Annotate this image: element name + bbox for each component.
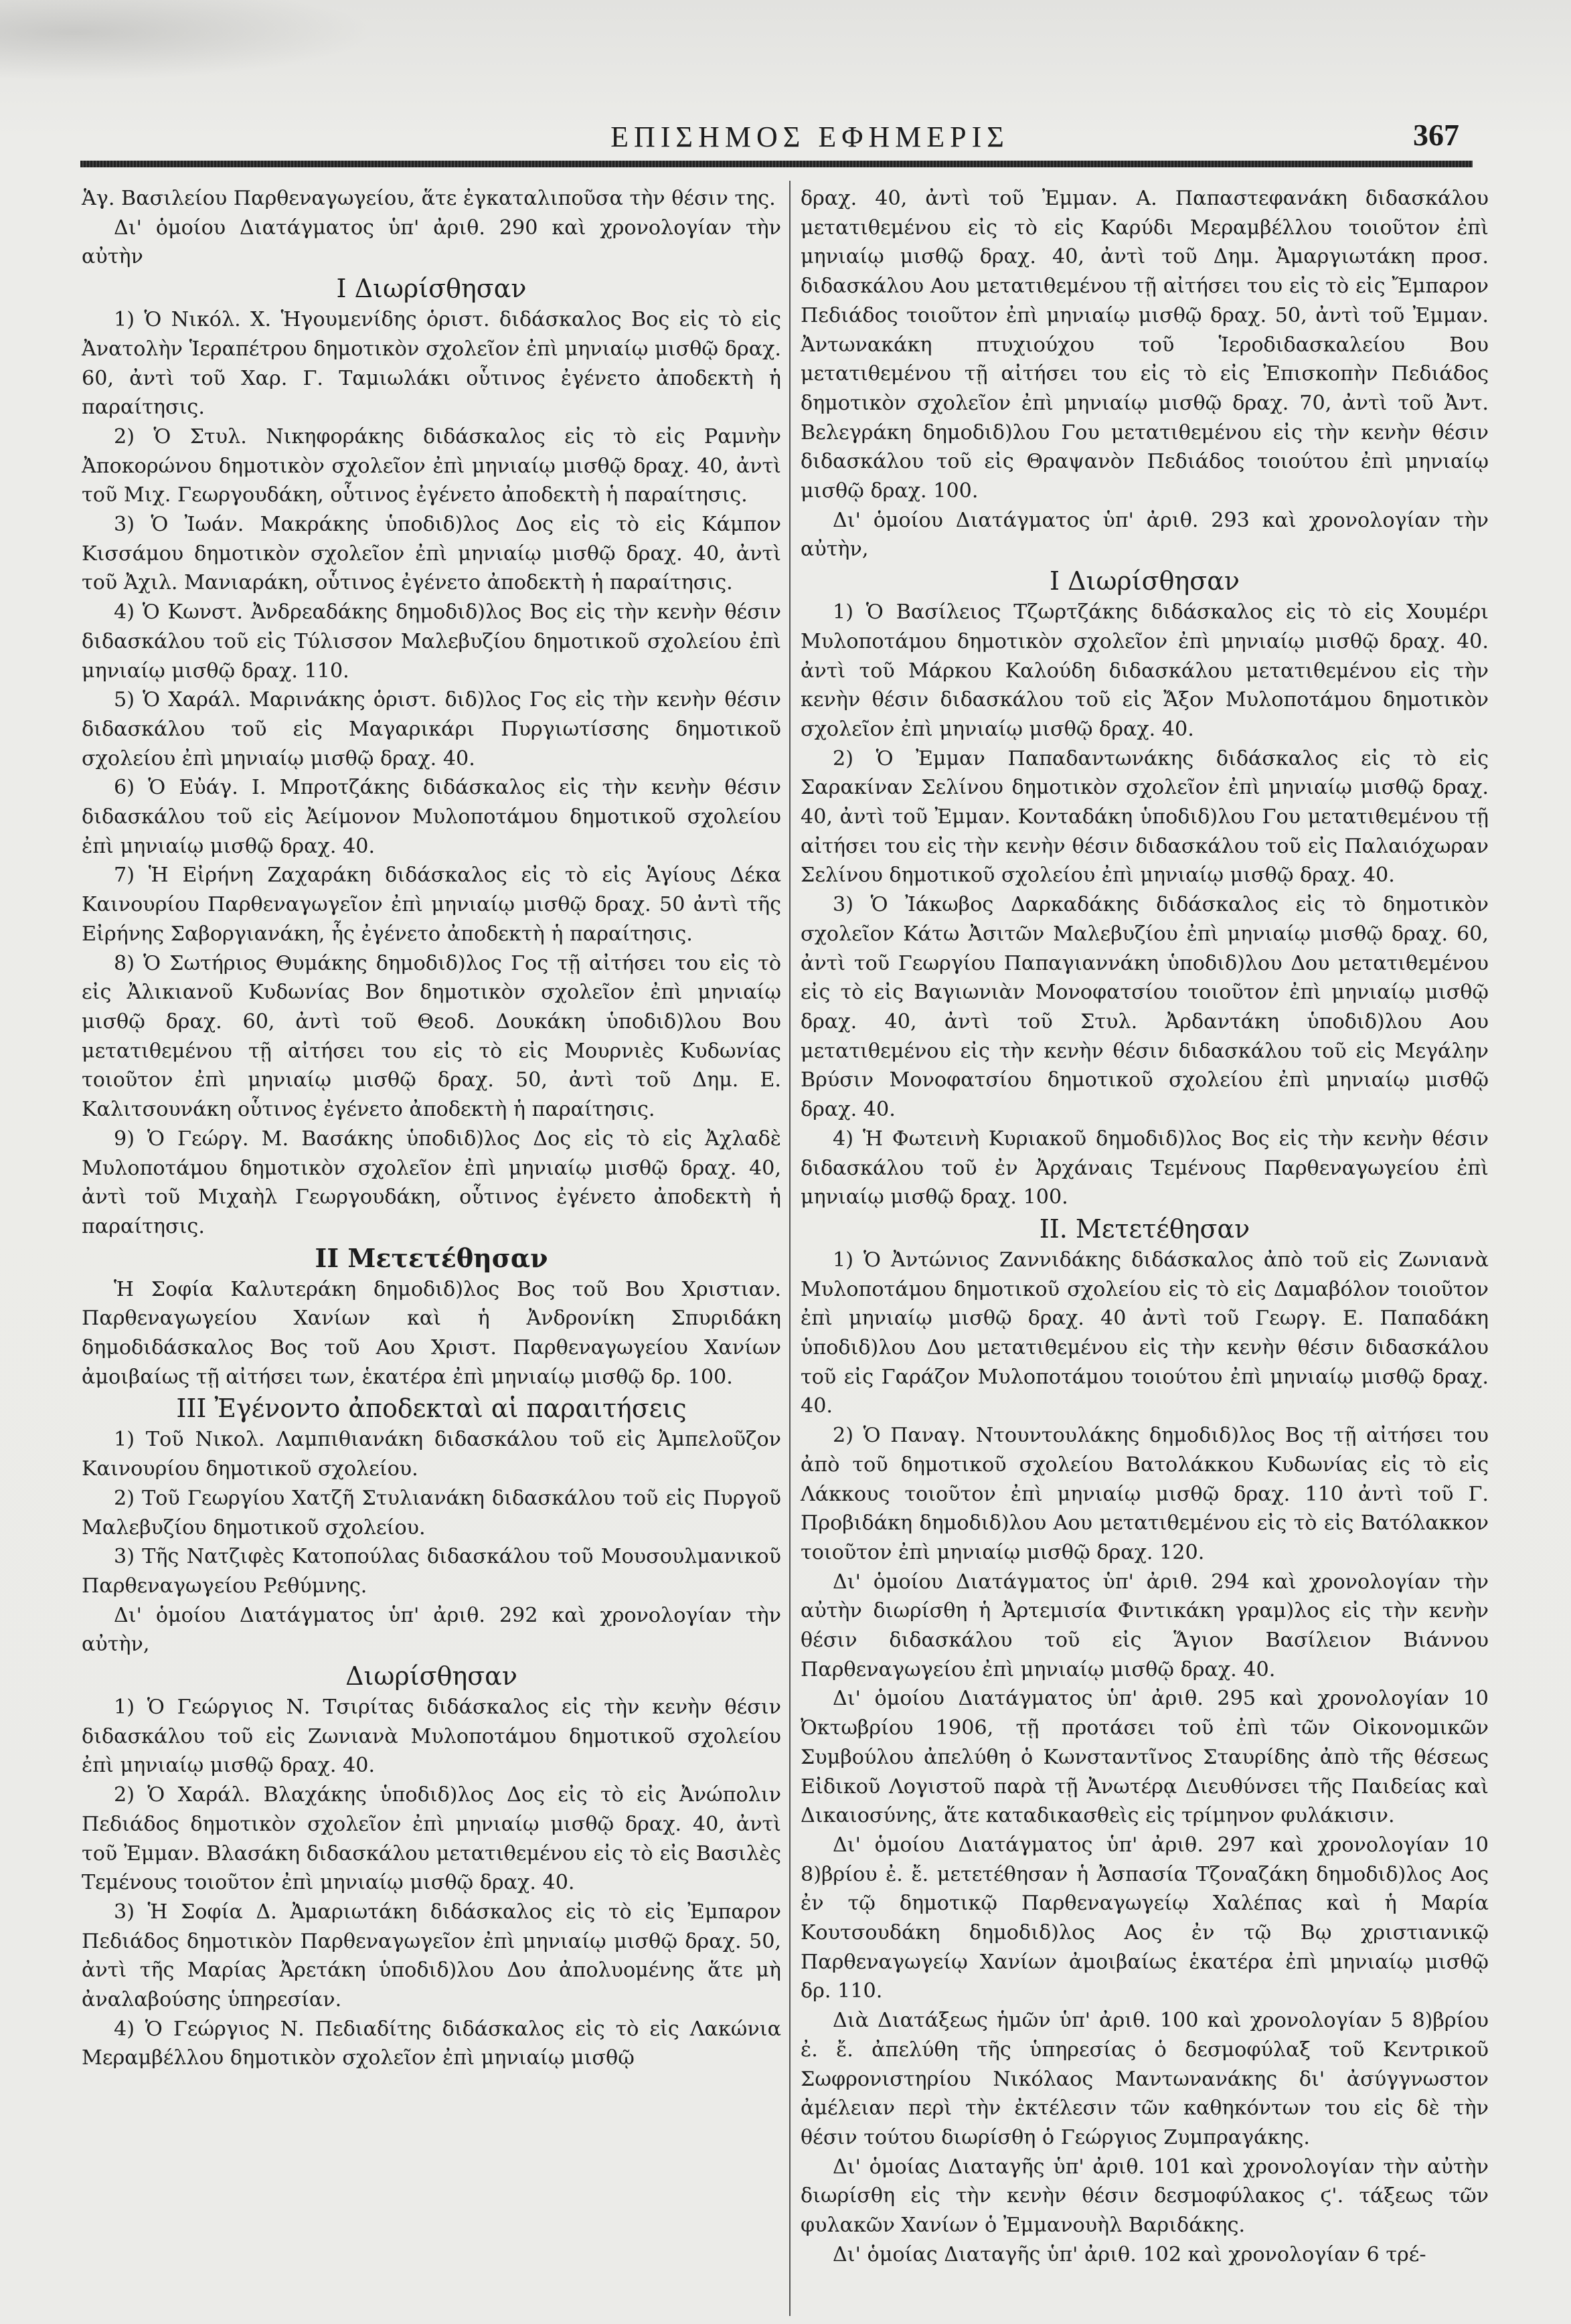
paragraph: Ἡ Σοφία Καλυτεράκη δημοδιδ)λος Βος τοῦ Βου Χριστιαν. Παρθεναγωγείου Χανίων καὶ ἡ Ἀνδρονίκη Σπυριδάκη δημοδιδάσκαλος Βος τοῦ Αου Χριστ. Παρθεναγωγείου Χανίων ἀμοιβαίως τῇ αἰτήσει των, ἑκατέρα ἐπὶ μηνιαίῳ μισθῷ δρ. 100.: [82, 1277, 781, 1389]
right-column: [801, 184, 1489, 2270]
paragraph: Δι' ὁμοίας Διαταγῆς ὑπ' ἀριθ. 101 καὶ χρονολογίαν τὴν αὐτὴν διωρίσθη εἰς τὴν κενὴν θέσιν δεσμοφύλακος ϛ'. τάξεως τῶν φυλακῶν Χανίων ὁ Ἐμμανουὴλ Βαριδάκης.: [801, 2155, 1489, 2238]
paragraph: 6) Ὁ Εὐάγ. Ι. Μπροτζάκης διδάσκαλος εἰς τὴν κενὴν θέσιν διδασκάλου τοῦ εἰς Ἀείμονον Μυλοποτάμου δημοτικοῦ σχολείου ἐπὶ μηνιαίῳ μισθῷ δραχ. 40.: [82, 776, 781, 858]
paragraph: 3) Ὁ Ἰωάν. Μακράκης ὑποδιδ)λος Δος εἰς τὸ εἰς Κάμπον Κισσάμου δημοτικὸν σχολεῖον ἐπὶ μηνιαίῳ μισθῷ δραχ. 40, ἀντὶ τοῦ Ἀχιλ. Μανιαράκη, οὗτινος ἐγένετο ἀποδεκτὴ ἡ παραίτησις.: [82, 513, 781, 595]
header-rule: [80, 161, 1473, 167]
section-heading: Ι Διωρίσθησαν: [1050, 566, 1240, 596]
section-heading: ΙΙ Μετετέθησαν: [315, 1242, 548, 1273]
paragraph: 2) Ὁ Παναγ. Ντουντουλάκης δημοδιδ)λος Βος τῇ αἰτήσει του ἀπὸ τοῦ δημοτικοῦ σχολείου Βατολάκκου Κυδωνίας εἰς τὸ εἰς Λάκκους τοιοῦτον ἐπὶ μηνιαίῳ μισθῷ δραχ. 110 ἀντὶ τοῦ Γ. Προβιδάκη δημοδιδ)λου Αου μετατιθεμένου εἰς τὸ εἰς Βατόλακκον τοιοῦτον ἐπὶ μηνιαίῳ μισθῷ δραχ. 120.: [801, 1424, 1489, 1564]
paragraph: 4) Ἡ Φωτεινὴ Κυριακοῦ δημοδιδ)λος Βος εἰς τὴν κενὴν θέσιν διδασκάλου τοῦ ἐν Ἀρχάναις Τεμένους Παρθεναγωγείου ἐπὶ μηνιαίῳ μισθῷ δραχ. 100.: [801, 1127, 1489, 1210]
paragraph: 9) Ὁ Γεώργ. Μ. Βασάκης ὑποδιδ)λος Δος εἰς τὸ εἰς Ἀχλαδὲ Μυλοποτάμου δημοτικὸν σχολεῖον ἐπὶ μηνιαίῳ μισθῷ δραχ. 40, ἀντὶ τοῦ Μιχαὴλ Γεωργουδάκη, οὗτινος ἐγένετο ἀποδεκτὴ ἡ παραίτησις.: [82, 1127, 781, 1238]
paragraph: 3) Ὁ Ἰάκωβος Δαρκαδάκης διδάσκαλος εἰς τὸ δημοτικὸν σχολεῖον Κάτω Ἀσιτῶν Μαλεβυζίου ἐπὶ μηνιαίῳ μισθῷ δραχ. 60, ἀντὶ τοῦ Γεωργίου Παπαγιαννάκη ὑποδιδ)λου Δου μετατιθεμένου εἰς τὸ εἰς Βαγιωνιὰν Μονοφατσίου τοιοῦτον ἐπὶ μηνιαίῳ μισθῷ δραχ. 40, ἀντὶ τοῦ Στυλ. Ἀρδαντάκη ὑποδιδ)λου Αου μετατιθεμένου εἰς τὴν κενὴν θέσιν διδασκάλου τοῦ εἰς Μεγάλην Βρύσιν Μονοφατσίου δημοτικοῦ σχολείου ἐπὶ μηνιαίῳ μισθῷ δραχ. 40.: [801, 893, 1489, 1122]
paragraph: 1) Ὁ Ἀντώνιος Ζαννιδάκης διδάσκαλος ἀπὸ τοῦ εἰς Ζωνιανὰ Μυλοποτάμου δημοτικοῦ σχολείου εἰς τὸ εἰς Δαμαβόλον τοιοῦτον ἐπὶ μηνιαίῳ μισθῷ δραχ. 40 ἀντὶ τοῦ Γεωργ. Ε. Παπαδάκη ὑποδιδ)λου Δου μετατιθεμένου εἰς τὴν κενὴν θέσιν διδασκάλου τοῦ εἰς Γαράζον Μυλοποτάμου τοιούτου ἐπὶ μηνιαίῳ μισθῷ δραχ. 40.: [801, 1248, 1489, 1418]
paragraph: 2) Ὁ Χαράλ. Βλαχάκης ὑποδιδ)λος Δος εἰς τὸ εἰς Ἀνώπολιν Πεδιάδος δημοτικὸν σχολεῖον ἐπὶ μηνιαίῳ μισθῷ δραχ. 40, ἀντὶ τοῦ Ἐμμαν. Βλασάκη διδασκάλου μετατιθεμένου εἰς τὸ εἰς Βασιλὲς Τεμένους τοιοῦτον ἐπὶ μηνιαίῳ μισθῷ δραχ. 40.: [82, 1783, 781, 1895]
column-divider: [789, 181, 791, 2316]
paragraph: Ἁγ. Βασιλείου Παρθεναγωγείου, ἅτε ἐγκαταλιποῦσα τὴν θέσιν της.: [82, 187, 776, 210]
paragraph: 2) Ὁ Στυλ. Νικηφοράκης διδάσκαλος εἰς τὸ εἰς Ραμνὴν Ἀποκορώνου δημοτικὸν σχολεῖον ἐπὶ μηνιαίῳ μισθῷ δραχ. 40, ἀντὶ τοῦ Μιχ. Γεωργουδάκη, οὗτινος ἐγένετο ἀποδεκτὴ ἡ παραίτησις.: [82, 424, 781, 507]
paragraph: 1) Τοῦ Νικολ. Λαμπιθιανάκη διδασκάλου τοῦ εἰς Ἀμπελοῦζον Καινουρίου δημοτικοῦ σχολείου.: [82, 1428, 781, 1481]
newspaper-title: ΕΠΙΣΗΜΟΣ ΕΦΗΜΕΡΙΣ: [610, 120, 1009, 153]
paragraph: 3) Ἡ Σοφία Δ. Ἀμαριωτάκη διδάσκαλος εἰς τὸ εἰς Ἐμπαρον Πεδιάδος δημοτικὸν Παρθεναγωγεῖον ἐπὶ μηνιαίῳ μισθῷ δραχ. 50, ἀντὶ τῆς Μαρίας Ἀρετάκη ὑποδιδ)λου Δου ἀπολυομένης ἅτε μὴ ἀναλαβούσης ὑπηρεσίαν.: [82, 1900, 781, 2012]
left-column: [82, 184, 781, 2073]
section-heading: Διωρίσθησαν: [345, 1661, 517, 1691]
paragraph: 4) Ὁ Κωνστ. Ἀνδρεαδάκης δημοδιδ)λος Βος εἰς τὴν κενὴν θέσιν διδασκάλου τοῦ εἰς Τύλισσον Μαλεβυζίου δημοτικοῦ σχολείου ἐπὶ μηνιαίῳ μισθῷ δραχ. 110.: [82, 600, 781, 683]
paragraph: δραχ. 40, ἀντὶ τοῦ Ἐμμαν. Α. Παπαστεφανάκη διδασκάλου μετατιθεμένου εἰς τὸ εἰς Καρύδι Μεραμβέλλου τοιοῦτον ἐπὶ μηνιαίῳ μισθῷ δραχ. 40, ἀντὶ τοῦ Δημ. Ἀμαργιωτάκη προσ. διδασκάλου Αου μετατιθεμένου τῇ αἰτήσει του εἰς τὸ εἰς Ἔμπαρον Πεδιάδος τοιοῦτον ἐπὶ μηνιαίῳ μισθῷ δραχ. 50, ἀντὶ τοῦ Ἐμμαν. Ἀντωνακάκη πτυχιούχου τοῦ Ἱεροδιδασκαλείου Βου μετατιθεμένου τῇ αἰτήσει του εἰς τὸ εἰς Ἐπισκοπὴν Πεδιάδος δημοτικὸν σχολεῖον ἐπὶ μηνιαίῳ μισθῷ δραχ. 70, ἀντὶ τοῦ Ἀντ. Βελεγράκη δημοδιδ)λου Γου μετατιθεμένου εἰς τὴν κενὴν θέσιν διδασκάλου τοῦ εἰς Θραψανὸν Πεδιάδος τοιούτου ἐπὶ μηνιαίῳ μισθῷ δραχ. 100.: [801, 187, 1489, 503]
paragraph: 5) Ὁ Χαράλ. Μαρινάκης ὁριστ. διδ)λος Γος εἰς τὴν κενὴν θέσιν διδασκάλου τοῦ εἰς Μαγαρικάρι Πυργιωτίσσης δημοτικοῦ σχολείου ἐπὶ μηνιαίῳ μισθῷ δραχ. 40.: [82, 688, 781, 770]
paragraph: Δι' ὁμοίου Διατάγματος ὑπ' ἀριθ. 293 καὶ χρονολογίαν τὴν αὐτὴν,: [801, 508, 1489, 562]
paragraph: 3) Τῆς Νατζιφὲς Κατοπούλας διδασκάλου τοῦ Μουσουλμανικοῦ Παρθεναγωγείου Ρεθύμνης.: [82, 1545, 781, 1598]
paragraph: Δι' ὁμοίου Διατάγματος ὑπ' ἀριθ. 292 καὶ χρονολογίαν τὴν αὐτὴν,: [82, 1603, 781, 1657]
paragraph: Δι' ὁμοίου Διατάγματος ὑπ' ἀριθ. 295 καὶ χρονολογίαν 10 Ὀκτωβρίου 1906, τῇ προτάσει τοῦ ἐπὶ τῶν Οἰκονομικῶν Συμβούλου ἀπελύθη ὁ Κωνσταντῖνος Σταυρίδης ἀπὸ τῆς θέσεως Εἰδικοῦ Λογιστοῦ παρὰ τῇ Ἀνωτέρᾳ Διευθύνσει τῆς Παιδείας καὶ Δικαιοσύνης, ἅτε καταδικασθεὶς εἰς τρίμηνον φυλάκισιν.: [801, 1687, 1489, 1828]
paragraph: 8) Ὁ Σωτήριος Θυμάκης δημοδιδ)λος Γος τῇ αἰτήσει του εἰς τὸ εἰς Ἀλικιανοῦ Κυδωνίας Βον δημοτικὸν σχολεῖον ἐπὶ μηνιαίῳ μισθῷ δραχ. 60, ἀντὶ τοῦ Θεοδ. Δουκάκη ὑποδιδ)λου Βου μετατιθεμένου τῇ αἰτήσει του εἰς τὸ εἰς Μουρνιὲς Κυδωνίας τοιοῦτον ἐπὶ μηνιαίῳ μισθῷ δραχ. 50, ἀντὶ τοῦ Δημ. Ε. Καλιτσουνάκη οὗτινος ἐγένετο ἀποδεκτὴ ἡ παραίτησις.: [82, 951, 781, 1122]
paragraph: Δι' ὁμοίας Διαταγῆς ὑπ' ἀριθ. 102 καὶ χρονολογίαν 6 τρέ-: [833, 2242, 1426, 2266]
paragraph: 2) Ὁ Ἐμμαν Παπαδαντωνάκης διδάσκαλος εἰς τὸ εἰς Σαρακίναν Σελίνου δημοτικὸν σχολεῖον ἐπὶ μηνιαίῳ μισθῷ δραχ. 40, ἀντὶ τοῦ Ἐμμαν. Κονταδάκη ὑποδιδ)λου Γου μετατιθεμένου τῇ αἰτήσει του εἰς τὴν κενὴν θέσιν διδασκάλου τοῦ εἰς Παλαιόχωραν Σελίνου δημοτικοῦ σχολείου ἐπὶ μηνιαίῳ μισθῷ δραχ. 40.: [801, 746, 1489, 888]
paragraph: 1) Ὁ Γεώργιος Ν. Τσιρίτας διδάσκαλος εἰς τὴν κενὴν θέσιν διδασκάλου τοῦ εἰς Ζωνιανὰ Μυλοποτάμου δημοτικοῦ σχολείου ἐπὶ μηνιαίῳ μισθῷ δραχ. 40.: [82, 1695, 781, 1778]
paragraph: 7) Ἡ Εἰρήνη Ζαχαράκη διδάσκαλος εἰς τὸ εἰς Ἁγίους Δέκα Καινουρίου Παρθεναγωγεῖον ἐπὶ μηνιαίῳ μισθῷ δραχ. 50 ἀντὶ τῆς Εἰρήνης Σαβοργιανάκη, ἧς ἐγένετο ἀποδεκτὴ ἡ παραίτησις.: [82, 863, 781, 946]
paper-stain: [0, 0, 375, 80]
paragraph: 1) Ὁ Νικόλ. Χ. Ἡγουμενίδης ὁριστ. διδάσκαλος Βος εἰς τὸ εἰς Ἀνατολὴν Ἱεραπέτρου δημοτικὸν σχολεῖον ἐπὶ μηνιαίῳ μισθῷ δραχ. 60, ἀντὶ τοῦ Χαρ. Γ. Ταμιωλάκι οὗτινος ἐγένετο ἀποδεκτὴ ἡ παραίτησις.: [82, 308, 781, 420]
paragraph: Δι' ὁμοίου Διατάγματος ὑπ' ἀριθ. 294 καὶ χρονολογίαν τὴν αὐτὴν διωρίσθη ἡ Ἀρτεμισία Φιντικάκη γραμ)λος εἰς τὴν κενὴν θέσιν διδασκάλου τοῦ εἰς Ἅγιον Βασίλειον Βιάννου Παρθεναγωγείου ἐπὶ μηνιαίῳ μισθῷ δραχ. 40.: [801, 1570, 1489, 1681]
section-heading: ΙΙΙ Ἐγένοντο ἀποδεκταὶ αἱ παραιτήσεις: [176, 1394, 687, 1424]
paragraph: Δι' ὁμοίου Διατάγματος ὑπ' ἀριθ. 297 καὶ χρονολογίαν 10 8)βρίου ἐ. ἔ. μετετέθησαν ἡ Ἀσπασία Τζοναζάκη δημοδιδ)λος Αος ἐν τῷ δημοτικῷ Παρθεναγωγείῳ Χαλέπας καὶ ἡ Μαρία Κουτσουδάκη δημοδιδ)λος Αος ἐν τῷ Βῳ χριστιανικῷ Παρθεναγωγείῳ Χανίων ἀμοιβαίως ἑκατέρα ἐπὶ μηνιαίῳ μισθῷ δρ. 110.: [801, 1833, 1489, 2003]
paragraph: Διὰ Διατάξεως ἡμῶν ὑπ' ἀριθ. 100 καὶ χρονολογίαν 5 8)βρίου ἐ. ἔ. ἀπελύθη τῆς ὑπηρεσίας ὁ δεσμοφύλαξ τοῦ Κεντρικοῦ Σωφρονιστηρίου Νικόλαος Μαντωνανάκης δι' ἀσύγγνωστον ἀμέλειαν περὶ τὴν ἐκτέλεσιν τῶν καθηκόντων του εἰς δὲ τὴν θέσιν τούτου διωρίσθη ὁ Γεώργιος Ζυμπραγάκης.: [801, 2009, 1489, 2149]
page-number: 367: [1413, 118, 1459, 152]
section-heading: ΙΙ. Μετετέθησαν: [1039, 1214, 1250, 1244]
paragraph: 2) Τοῦ Γεωργίου Χατζῆ Στυλιανάκη διδασκάλου τοῦ εἰς Πυργοῦ Μαλεβυζίου δημοτικοῦ σχολείου.: [82, 1486, 781, 1540]
paragraph: 1) Ὁ Βασίλειος Τζωρτζάκης διδάσκαλος εἰς τὸ εἰς Χουμέρι Μυλοποτάμου δημοτικὸν σχολεῖον ἐπὶ μηνιαίῳ μισθῷ δραχ. 40. ἀντὶ τοῦ Μάρκου Καλούδη διδασκάλου μετατιθεμένου εἰς τὴν κενὴν θέσιν διδασκάλου τοῦ εἰς Ἄξον Μυλοποτάμου δημοτικὸν σχολεῖον ἐπὶ μηνιαίῳ μισθῷ δραχ. 40.: [801, 600, 1489, 741]
section-heading: Ι Διωρίσθησαν: [336, 274, 527, 304]
paragraph: Δι' ὁμοίου Διατάγματος ὑπ' ἀριθ. 290 καὶ χρονολογίαν τὴν αὐτὴν: [82, 216, 781, 269]
page-header: [80, 117, 1466, 164]
paragraph: 4) Ὁ Γεώργιος Ν. Πεδιαδίτης διδάσκαλος εἰς τὸ εἰς Λακώνια Μεραμβέλλου δημοτικὸν σχολεῖον ἐπὶ μηνιαίῳ μισθῷ: [82, 2017, 781, 2070]
